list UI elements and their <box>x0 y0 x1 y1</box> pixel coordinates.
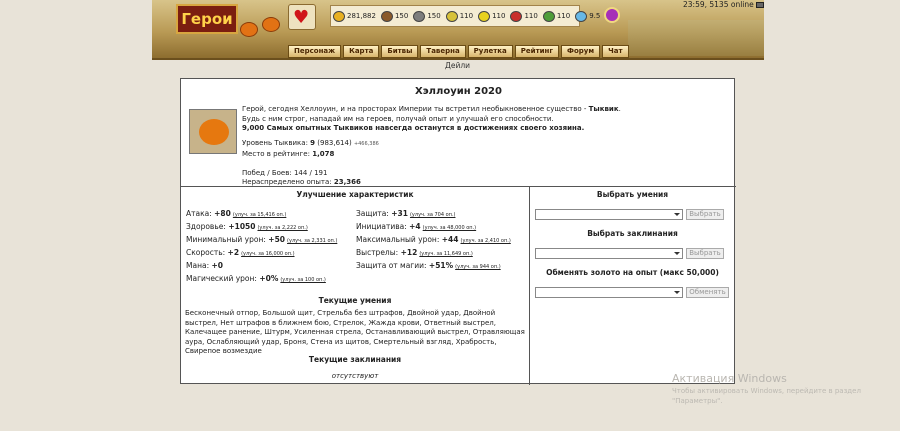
stat-row <box>356 261 501 270</box>
stat-row <box>186 274 326 283</box>
stat-value: +31 <box>391 209 408 218</box>
crystal-icon <box>510 11 522 22</box>
stat-label: Мана: <box>186 261 210 270</box>
mercury-icon <box>446 11 458 22</box>
castle-decoration <box>628 20 764 56</box>
pumpkins-decoration <box>240 14 288 42</box>
heart-icon: ♥ <box>293 7 310 28</box>
nav-battles[interactable]: Битвы <box>381 45 418 58</box>
stat-label: Магический урон: <box>186 274 257 283</box>
pumpkin-icon <box>199 119 229 145</box>
stat-label: Максимальный урон: <box>356 235 440 244</box>
nav-rating[interactable]: Рейтинг <box>515 45 559 58</box>
game-header <box>152 0 764 60</box>
resource-item <box>510 11 537 22</box>
choose-skills-title: Выбрать умения <box>596 190 669 199</box>
upgrade-link[interactable]: (улуч. за 11,649 оп.) <box>419 251 473 257</box>
stat-label: Защита от магии: <box>356 261 427 270</box>
upgrade-link[interactable]: (улуч. за 704 оп.) <box>409 212 456 218</box>
stat-label: Скорость: <box>186 248 226 257</box>
nav-chat[interactable]: Чат <box>602 45 628 58</box>
event-panel <box>180 78 735 384</box>
stat-row <box>186 248 295 257</box>
skills-title: Текущие умения <box>318 296 392 305</box>
stat-value: +2 <box>227 248 240 257</box>
stat-value: +0 <box>211 261 223 270</box>
stat-row <box>356 235 511 244</box>
ore-icon <box>413 11 425 22</box>
stat-row <box>186 261 223 270</box>
exchange-select[interactable] <box>535 287 683 298</box>
nav-map[interactable]: Карта <box>343 45 379 58</box>
stat-value: +4 <box>409 222 421 231</box>
pumpkin-avatar <box>189 109 237 154</box>
page-title: Хэллоуин 2020 <box>415 86 502 97</box>
divider <box>181 186 736 187</box>
spells-none: отсутствуют <box>331 372 379 380</box>
windows-activation-text: Чтобы активировать Windows, перейдите в раздел "Параметры". <box>672 387 861 405</box>
resource-item <box>478 11 505 22</box>
resource-value: 9.5 <box>589 12 601 20</box>
stat-value: +12 <box>400 248 418 257</box>
resource-item <box>446 11 473 22</box>
upgrade-link[interactable]: (улуч. за 2,222 оп.) <box>257 225 308 231</box>
stat-label: Здоровье: <box>186 222 226 231</box>
nav-roulette[interactable]: Рулетка <box>468 45 513 58</box>
stat-value: +80 <box>214 209 231 218</box>
stat-row <box>186 222 308 231</box>
pumpkin-icon <box>240 22 258 37</box>
windows-activation-title: Активация Windows <box>672 372 787 385</box>
stat-value: +50 <box>268 235 286 244</box>
stat-row <box>356 209 455 218</box>
stat-label: Минимальный урон: <box>186 235 266 244</box>
resource-value: 150 <box>394 12 409 20</box>
exchange-button[interactable]: Обменять <box>686 287 729 298</box>
gems-icon <box>543 11 555 22</box>
diamond-icon <box>575 11 587 22</box>
resource-value: 110 <box>556 12 571 20</box>
resources-bar <box>330 5 601 27</box>
creature-name: Тыквик <box>588 105 619 113</box>
stat-label: Защита: <box>356 209 389 218</box>
stat-row <box>356 222 476 231</box>
choose-skill-button[interactable]: Выбрать <box>686 209 724 220</box>
stat-row <box>356 248 473 257</box>
upgrade-link[interactable]: (улуч. за 15,416 оп.) <box>232 212 287 218</box>
upgrade-link[interactable]: (улуч. за 2,331 оп.) <box>287 238 338 244</box>
stat-row <box>186 209 286 218</box>
skills-list: Бесконечный отпор, Большой щит, Стрельба без штрафов, Двойной удар, Двойной выстрел, Нет штрафов в ближнем бою, Стрелок, Жажда крови, Ответный выстрел, Калечащее ранение, Штурм, Усиленная стрела, Останавливающий выстрел, Отравляющая аура, Ослабляющий удар, Броня, Стена из щитов, Смертельный взгляд, Храбрость, Свирепое возмездие <box>185 309 525 355</box>
resource-item <box>575 11 600 22</box>
stat-value: +1050 <box>228 222 256 231</box>
divider <box>529 186 530 385</box>
magic-orb-icon[interactable] <box>604 7 620 23</box>
nav-forum[interactable]: Форум <box>561 45 600 58</box>
daily-link[interactable]: Дейли <box>445 61 471 70</box>
spells-title: Текущие заклинания <box>308 355 402 364</box>
choose-spell-button[interactable]: Выбрать <box>686 248 724 259</box>
upgrade-link[interactable]: (улуч. за 2,410 оп.) <box>460 238 511 244</box>
sulfur-icon <box>478 11 490 22</box>
pumpkin-icon <box>262 17 280 32</box>
main-nav <box>288 45 629 58</box>
resource-value: 110 <box>492 12 506 20</box>
resource-item <box>413 11 440 22</box>
event-description: Герой, сегодня Хеллоуин, и на просторах Империи ты встретил необыкновенное существо - Тыквик. Будь с ним строг, нападай им на героев, получай опыт и улучшай его способности. 9,000 Самых опытных Тыквиков навсегда останутся в достижениях своего хозяина. <box>242 105 621 132</box>
stat-row <box>186 235 337 244</box>
choose-spells-title: Выбрать заклинания <box>587 229 678 238</box>
gold-icon <box>333 11 345 22</box>
resource-item <box>381 11 408 22</box>
resource-value: 281,882 <box>347 12 376 20</box>
stat-value: +0% <box>259 274 279 283</box>
resource-value: 110 <box>459 12 474 20</box>
resource-item <box>543 11 570 22</box>
stat-label: Инициатива: <box>356 222 407 231</box>
server-time: 23:59, 5135 online <box>683 0 764 9</box>
upgrade-link[interactable]: (улуч. за 944 оп.) <box>455 264 501 270</box>
upgrade-link[interactable]: (улуч. за 100 оп.) <box>280 277 326 283</box>
stat-value: +44 <box>441 235 459 244</box>
spells-select[interactable] <box>535 248 683 259</box>
exchange-title: Обменять золото на опыт (макс 50,000) <box>546 268 719 277</box>
resource-item <box>333 11 376 22</box>
stat-value: +51% <box>428 261 454 270</box>
creature-stats: Уровень Тыквика: 9 (983,614) +466,386 Место в рейтинге: 1,078 Побед / Боев: 144 / 191 Нераспределено опыта: 23,366 <box>242 139 379 186</box>
stat-label: Атака: <box>186 209 212 218</box>
upgrades-title: Улучшение характеристик <box>296 190 414 199</box>
game-logo[interactable]: Герои <box>176 4 238 34</box>
stat-label: Выстрелы: <box>356 248 399 257</box>
health-button[interactable] <box>288 4 316 30</box>
skills-select[interactable] <box>535 209 683 220</box>
wood-icon <box>381 11 393 22</box>
nav-character[interactable]: Персонаж <box>288 45 341 58</box>
screen-icon[interactable] <box>756 2 764 8</box>
resource-value: 150 <box>427 12 441 20</box>
upgrade-link[interactable]: (улуч. за 16,000 оп.) <box>241 251 295 257</box>
nav-tavern[interactable]: Таверна <box>420 45 465 58</box>
upgrade-link[interactable]: (улуч. за 48,000 оп.) <box>422 225 477 231</box>
resource-value: 110 <box>524 12 538 20</box>
